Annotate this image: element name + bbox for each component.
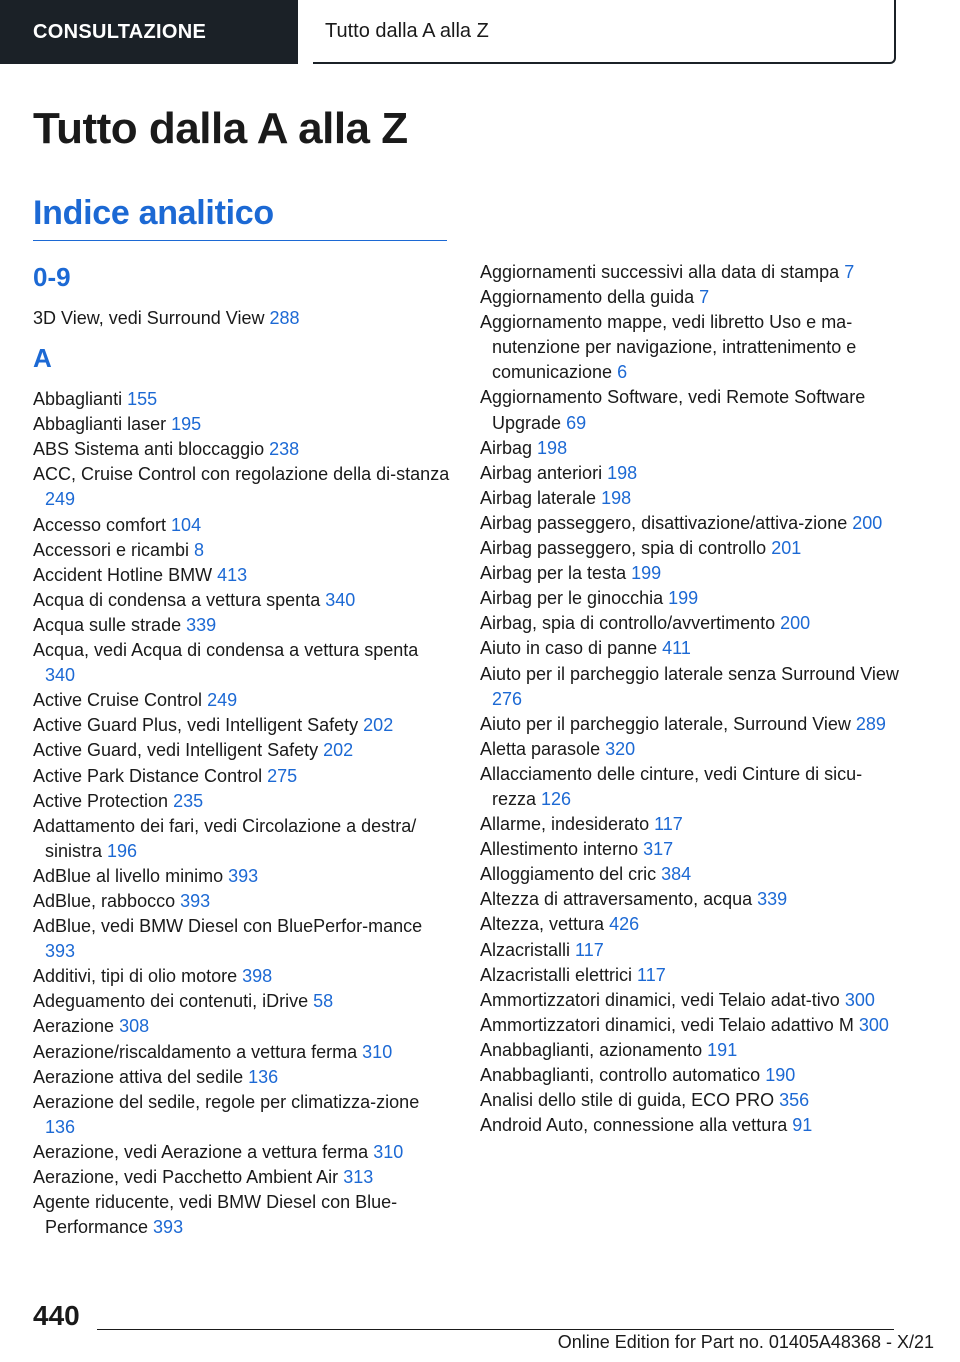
index-entry: [480, 837, 900, 862]
index-entry-term: Airbag, spia di controllo/avvertimento: [480, 613, 781, 634]
index-entry-term: Active Park Distance Control: [33, 765, 268, 786]
heading-rule: [33, 240, 447, 241]
index-entry-term: Accesso comfort: [33, 514, 172, 535]
index-entry-page-link[interactable]: 317: [643, 839, 674, 860]
index-entry-page-link[interactable]: 191: [707, 1039, 738, 1060]
index-column-left: [33, 260, 453, 1240]
index-entry-page-link[interactable]: 117: [654, 814, 683, 835]
index-entry: [33, 1165, 453, 1190]
index-entry: [480, 611, 900, 636]
index-entry-term: Aiuto per il parcheggio laterale, Surround View: [480, 713, 856, 734]
index-entry-term: Ammortizzatori dinamici, vedi Telaio adat-tivo: [480, 989, 845, 1010]
index-entry: [480, 963, 900, 988]
index-entry-page-link[interactable]: 310: [362, 1041, 393, 1062]
index-entry-page-link[interactable]: 190: [765, 1065, 796, 1085]
index-entry-page-link[interactable]: 235: [173, 790, 204, 811]
index-entry-term: Active Guard Plus, vedi Intelligent Safety: [33, 715, 364, 736]
index-entry: [480, 662, 900, 712]
index-entry: [33, 1140, 453, 1165]
index-column-right: [480, 260, 900, 1138]
index-entry-page-link[interactable]: 238: [269, 439, 300, 460]
index-entry-term: Aggiornamento mappe, vedi libretto Uso e ma-nutenzione per navigazione, intrattenimento e comunicazione: [480, 312, 857, 383]
index-entry-page-link[interactable]: 136: [248, 1066, 279, 1087]
index-entry-page-link[interactable]: 7: [844, 262, 855, 282]
index-entry: [480, 812, 900, 837]
index-entry: [480, 586, 900, 611]
index-entry: [480, 536, 900, 561]
index-entry-page-link[interactable]: 300: [858, 1014, 889, 1035]
index-entry: [480, 762, 900, 812]
index-entry-page-link[interactable]: 320: [605, 738, 636, 759]
index-entry: [480, 260, 900, 285]
index-entry-page-link[interactable]: 275: [267, 765, 298, 786]
index-entry: [33, 1014, 453, 1039]
index-entry-page-link[interactable]: 411: [662, 638, 691, 659]
index-letter-heading: 0-9: [33, 262, 71, 292]
index-entry-term: AdBlue al livello minimo: [33, 865, 229, 886]
index-entry-term: Active Protection: [33, 790, 174, 811]
index-letter-heading: A: [33, 343, 52, 374]
index-entry-term: Accident Hotline BMW: [33, 564, 218, 585]
footer-rule: [97, 1329, 894, 1330]
index-entry-term: Aggiornamenti successivi alla data di stampa: [480, 262, 845, 282]
index-entry-term: Aiuto per il parcheggio laterale senza Surround View: [480, 663, 899, 684]
index-entry-term: Anabbaglianti, azionamento: [480, 1039, 708, 1060]
index-entry-page-link[interactable]: 200: [852, 512, 883, 533]
index-entry: [33, 306, 453, 331]
index-entry-term: Aerazione attiva del sedile: [33, 1066, 249, 1087]
index-entry: [480, 1013, 900, 1038]
index-entry: [33, 814, 453, 864]
index-entry-term: Airbag per le ginocchia: [480, 588, 669, 609]
index-entry-term: Alzacristalli: [480, 939, 576, 960]
index-entry-page-link[interactable]: 8: [194, 539, 205, 560]
index-entry-term: Active Guard, vedi Intelligent Safety: [33, 740, 324, 761]
header-section-tab: [0, 0, 298, 64]
index-entry: [480, 862, 900, 887]
index-entry-term: Aerazione del sedile, regole per climatizza-zione: [33, 1091, 420, 1112]
index-entry: [33, 387, 453, 412]
index-entry-term: AdBlue, vedi BMW Diesel con BluePerfor-mance: [33, 916, 423, 937]
index-entry-term: Ammortizzatori dinamici, vedi Telaio adattivo M: [480, 1014, 859, 1035]
index-entry-term: Aletta parasole: [480, 738, 606, 759]
index-entry: [33, 513, 453, 538]
index-entry-page-link[interactable]: 398: [242, 966, 273, 987]
index-entry-page-link[interactable]: 199: [668, 588, 699, 609]
index-entry: [33, 738, 453, 763]
index-entry-page-link[interactable]: 198: [601, 487, 632, 508]
index-entry-term: ACC, Cruise Control con regolazione della di-stanza: [33, 464, 450, 485]
index-entry-term: Airbag passeggero, spia di controllo: [480, 538, 772, 559]
index-entry-page-link[interactable]: 202: [363, 715, 394, 736]
index-entry: [33, 437, 453, 462]
index-entry-term: Active Cruise Control: [33, 690, 208, 711]
index-entry: [33, 462, 453, 512]
index-entry-term: Anabbaglianti, controllo automatico: [480, 1065, 766, 1085]
index-entry-term: Abbaglianti laser: [33, 414, 172, 435]
index-entry-term: Aerazione, vedi Aerazione a vettura ferma: [33, 1141, 374, 1162]
index-entry: [480, 1113, 900, 1138]
index-entry-page-link[interactable]: 413: [217, 564, 248, 585]
index-entry: [480, 511, 900, 536]
index-entry-page-link[interactable]: 310: [373, 1141, 404, 1162]
index-entry: [33, 989, 453, 1014]
index-entry-page-link[interactable]: 356: [779, 1090, 810, 1111]
index-entry-page-link[interactable]: 426: [609, 914, 640, 935]
index-entry-term: Acqua di condensa a vettura spenta: [33, 589, 326, 610]
index-entry-page-link[interactable]: 6: [617, 362, 628, 383]
index-entry-term: Additivi, tipi di olio motore: [33, 966, 243, 987]
index-entry-page-link[interactable]: 288: [269, 308, 300, 328]
index-entry-page-link[interactable]: 117: [637, 964, 666, 985]
index-entry-term: Allacciamento delle cinture, vedi Cinture di sicu-rezza: [480, 763, 863, 809]
index-entry-page-link[interactable]: 200: [780, 613, 811, 634]
index-entry: [480, 461, 900, 486]
index-entry-page-link[interactable]: 7: [699, 287, 710, 308]
index-entry: [33, 1090, 453, 1140]
footer-edition-text: Online Edition for Part no. 01405A48368 - X/21: [557, 1332, 934, 1352]
index-entry-term: Aggiornamento della guida: [480, 287, 700, 308]
page-number: 440: [33, 1300, 80, 1331]
index-entry-page-link[interactable]: 300: [844, 989, 875, 1010]
index-entry-term: Aerazione/riscaldamento a vettura ferma: [33, 1041, 363, 1062]
index-entry: [480, 1063, 900, 1088]
index-entry: [480, 310, 900, 385]
index-entry-term: Allestimento interno: [480, 839, 644, 860]
index-entry: [480, 436, 900, 461]
index-entry-term: Android Auto, connessione alla vettura: [480, 1115, 793, 1136]
index-heading: Indice analitico: [33, 194, 274, 232]
index-entry-page-link[interactable]: 201: [771, 538, 802, 559]
index-entry-page-link[interactable]: 195: [171, 414, 202, 435]
index-entry-term: Agente riducente, vedi BMW Diesel con Blue-Performance: [33, 1192, 398, 1238]
index-entry-page-link[interactable]: 393: [45, 941, 76, 962]
index-entry: [33, 789, 453, 814]
index-entry-page-link[interactable]: 199: [631, 563, 662, 584]
index-entry-page-link[interactable]: 136: [45, 1116, 76, 1137]
index-entry-term: Aerazione, vedi Pacchetto Ambient Air: [33, 1167, 344, 1187]
header-section-label: CONSULTAZIONE: [33, 20, 207, 43]
index-entry: [33, 964, 453, 989]
index-entry-page-link[interactable]: 393: [180, 890, 211, 911]
index-entry-term: Accessori e ricambi: [33, 539, 195, 560]
index-entry-term: Airbag anteriori: [480, 462, 608, 483]
index-entry: [33, 588, 453, 613]
index-entry-page-link[interactable]: 384: [661, 864, 692, 885]
index-entry-term: Alzacristalli elettrici: [480, 964, 638, 985]
index-entry-term: Aggiornamento Software, vedi Remote Software Upgrade: [480, 387, 866, 433]
index-entry-page-link[interactable]: 308: [119, 1016, 150, 1037]
index-entry: [480, 887, 900, 912]
index-entry: [480, 385, 900, 435]
index-entry-page-link[interactable]: 198: [607, 462, 638, 483]
index-entry-term: Airbag laterale: [480, 487, 602, 508]
index-entry-page-link[interactable]: 58: [313, 991, 334, 1012]
index-entry-term: Adattamento dei fari, vedi Circolazione a destra/ sinistra: [33, 815, 417, 861]
index-entry-term: Altezza di attraversamento, acqua: [480, 889, 758, 910]
index-entry-page-link[interactable]: 393: [228, 865, 259, 886]
index-entry-page-link[interactable]: 249: [207, 690, 238, 711]
index-entry-page-link[interactable]: 313: [343, 1167, 374, 1187]
index-entry: [33, 889, 453, 914]
index-entry: [480, 938, 900, 963]
header-topic-label: Tutto dalla A alla Z: [325, 19, 489, 42]
index-entry-term: Abbaglianti: [33, 389, 128, 410]
index-entry: [33, 764, 453, 789]
index-entry: [33, 412, 453, 437]
page-title: Tutto dalla A alla Z: [33, 104, 408, 153]
index-entry: [33, 688, 453, 713]
index-entry-term: AdBlue, rabbocco: [33, 890, 181, 911]
index-entry-term: ABS Sistema anti bloccaggio: [33, 439, 270, 460]
index-entry-page-link[interactable]: 340: [45, 665, 76, 686]
index-entry-term: Acqua, vedi Acqua di condensa a vettura spenta: [33, 640, 419, 661]
index-entry-page-link[interactable]: 339: [186, 614, 217, 635]
index-entry-page-link[interactable]: 393: [153, 1217, 184, 1238]
index-entry: [33, 1040, 453, 1065]
index-entry-page-link[interactable]: 104: [171, 514, 202, 535]
index-entry-term: Airbag passeggero, disattivazione/attiva-zione: [480, 512, 853, 533]
index-entry: [33, 563, 453, 588]
index-entry-page-link[interactable]: 339: [757, 889, 788, 910]
index-entry-term: Airbag per la testa: [480, 563, 632, 584]
index-entry: [33, 1065, 453, 1090]
index-entry-term: Alloggiamento del cric: [480, 864, 662, 885]
index-entry-term: Allarme, indesiderato: [480, 814, 655, 835]
index-entry-page-link[interactable]: 289: [855, 713, 886, 734]
index-entry-page-link[interactable]: 117: [575, 939, 604, 960]
index-entry: [480, 486, 900, 511]
index-entry: [480, 285, 900, 310]
index-entry-term: 3D View, vedi Surround View: [33, 308, 270, 328]
index-entry-term: Analisi dello stile di guida, ECO PRO: [480, 1090, 780, 1111]
index-entry-term: Airbag: [480, 437, 538, 458]
index-entry-page-link[interactable]: 69: [566, 412, 587, 433]
index-entry-page-link[interactable]: 249: [45, 489, 76, 510]
index-entry: [33, 638, 453, 688]
index-entry: [33, 1190, 453, 1240]
index-entry: [480, 912, 900, 937]
index-entry: [33, 613, 453, 638]
index-entry-term: Acqua sulle strade: [33, 614, 187, 635]
index-entry-term: Altezza, vettura: [480, 914, 610, 935]
index-entry: [33, 538, 453, 563]
index-entry-term: Aerazione: [33, 1016, 120, 1037]
index-entry-page-link[interactable]: 155: [127, 389, 158, 410]
index-entry-page-link[interactable]: 126: [541, 788, 572, 809]
index-entry: [33, 864, 453, 889]
index-entry-page-link[interactable]: 198: [537, 437, 568, 458]
index-entry: [480, 737, 900, 762]
index-entry-page-link[interactable]: 91: [792, 1115, 813, 1136]
index-entry: [480, 988, 900, 1013]
index-entry-page-link[interactable]: 276: [492, 688, 523, 709]
index-entry: [480, 561, 900, 586]
header-topic-tab: [313, 0, 896, 64]
index-entry-term: Adeguamento dei contenuti, iDrive: [33, 991, 314, 1012]
index-entry: [33, 914, 453, 964]
index-entry-page-link[interactable]: 340: [325, 589, 356, 610]
index-entry: [480, 1088, 900, 1113]
index-entry-term: Aiuto in caso di panne: [480, 638, 663, 659]
index-entry: [480, 712, 900, 737]
index-entry: [480, 636, 900, 661]
index-entry-page-link[interactable]: 202: [323, 740, 354, 761]
index-entry: [33, 713, 453, 738]
index-entry-page-link[interactable]: 196: [107, 840, 138, 861]
index-entry: [480, 1038, 900, 1063]
